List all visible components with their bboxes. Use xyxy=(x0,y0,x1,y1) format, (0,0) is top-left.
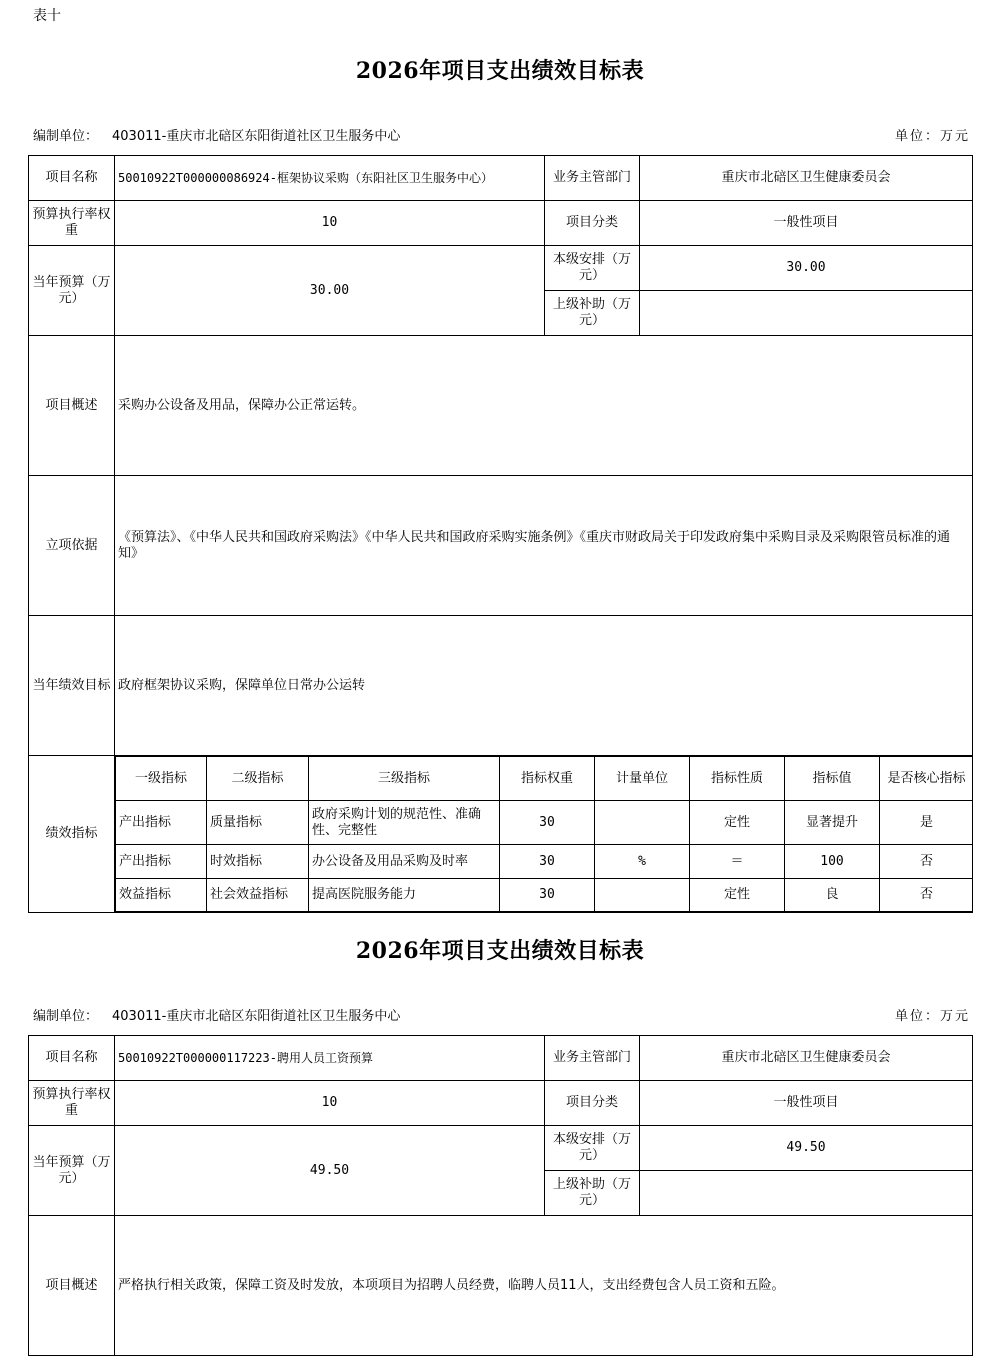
unit-name: 403011-重庆市北碚区东阳街道社区卫生服务中心 xyxy=(112,129,401,144)
category-value: 一般性项目 xyxy=(640,201,973,246)
unit-cell xyxy=(595,879,690,912)
level3-cell: 政府采购计划的规范性、准确性、完整性 xyxy=(309,801,500,845)
header-level2: 二级指标 xyxy=(207,757,309,801)
weight-cell: 30 xyxy=(500,845,595,879)
currency-label: 单位：万元 xyxy=(894,129,970,144)
level3-cell: 办公设备及用品采购及时率 xyxy=(309,845,500,879)
weight-value: 10 xyxy=(115,201,545,246)
core-cell: 否 xyxy=(880,845,973,879)
dept-label: 业务主管部门 xyxy=(545,156,640,201)
category-label: 项目分类 xyxy=(545,1081,640,1126)
unit-label: 编制单位： xyxy=(33,129,99,144)
basis-label: 立项依据 xyxy=(29,476,115,616)
header-level3: 三级指标 xyxy=(309,757,500,801)
value-cell: 良 xyxy=(785,879,880,912)
local-value: 49.50 xyxy=(640,1126,973,1171)
weight-label: 预算执行率权重 xyxy=(29,1081,115,1126)
indicator-header-row xyxy=(116,757,973,801)
project-name-value: 50010922T000000086924-框架协议采购（东阳社区卫生服务中心） xyxy=(115,156,545,201)
overview-value: 严格执行相关政策，保障工资及时发放，本项项目为招聘人员经费，临聘人员11人，支出经费包含人员工资和五险。 xyxy=(115,1216,973,1356)
upper-value xyxy=(640,1171,973,1216)
level2-cell: 社会效益指标 xyxy=(207,879,309,912)
budget-label: 当年预算（万元） xyxy=(29,246,115,336)
upper-label: 上级补助（万元） xyxy=(545,291,640,336)
budget-label: 当年预算（万元） xyxy=(29,1126,115,1216)
form-title: 2026年项目支出绩效目标表 xyxy=(355,938,645,964)
overview-label: 项目概述 xyxy=(29,336,115,476)
goal-label: 当年绩效目标 xyxy=(29,616,115,756)
budget-value: 49.50 xyxy=(115,1126,545,1216)
indicator-table xyxy=(115,756,973,912)
indicator-label: 绩效指标 xyxy=(29,756,115,913)
performance-table xyxy=(28,155,973,913)
level1-cell: 产出指标 xyxy=(116,845,207,879)
project-name-value: 50010922T000000117223-聘用人员工资预算 xyxy=(115,1036,545,1081)
local-label: 本级安排（万元） xyxy=(545,1126,640,1171)
level1-cell: 效益指标 xyxy=(116,879,207,912)
level2-cell: 质量指标 xyxy=(207,801,309,845)
upper-value xyxy=(640,291,973,336)
level3-cell: 提高医院服务能力 xyxy=(309,879,500,912)
unit-cell xyxy=(595,801,690,845)
project-name-label: 项目名称 xyxy=(29,156,115,201)
indicator-cell xyxy=(115,756,973,913)
overview-label: 项目概述 xyxy=(29,1216,115,1356)
core-cell: 是 xyxy=(880,801,973,845)
form-title: 2026年项目支出绩效目标表 xyxy=(355,58,645,84)
category-label: 项目分类 xyxy=(545,201,640,246)
basis-value: 《预算法》、《中华人民共和国政府采购法》《中华人民共和国政府采购实施条例》《重庆市财政局关于印发政府集中采购目录及采购限管员标准的通知》 xyxy=(115,476,973,616)
weight-cell: 30 xyxy=(500,879,595,912)
weight-value: 10 xyxy=(115,1081,545,1126)
table-row xyxy=(116,845,973,879)
local-value: 30.00 xyxy=(640,246,973,291)
nature-cell: 定性 xyxy=(690,801,785,845)
budget-value: 30.00 xyxy=(115,246,545,336)
unit-label: 编制单位： xyxy=(33,1009,99,1024)
dept-label: 业务主管部门 xyxy=(545,1036,640,1081)
header-level1: 一级指标 xyxy=(116,757,207,801)
weight-cell: 30 xyxy=(500,801,595,845)
weight-label: 预算执行率权重 xyxy=(29,201,115,246)
unit-name: 403011-重庆市北碚区东阳街道社区卫生服务中心 xyxy=(112,1009,401,1024)
project-name-label: 项目名称 xyxy=(29,1036,115,1081)
goal-value: 政府框架协议采购，保障单位日常办公运转 xyxy=(115,616,973,756)
category-value: 一般性项目 xyxy=(640,1081,973,1126)
header-value: 指标值 xyxy=(785,757,880,801)
level2-cell: 时效指标 xyxy=(207,845,309,879)
table-row xyxy=(116,801,973,845)
table-label: 表十 xyxy=(33,8,61,24)
header-weight: 指标权重 xyxy=(500,757,595,801)
core-cell: 否 xyxy=(880,879,973,912)
local-label: 本级安排（万元） xyxy=(545,246,640,291)
header-core: 是否核心指标 xyxy=(880,757,973,801)
dept-value: 重庆市北碚区卫生健康委员会 xyxy=(640,1036,973,1081)
unit-cell: % xyxy=(595,845,690,879)
value-cell: 显著提升 xyxy=(785,801,880,845)
overview-value: 采购办公设备及用品，保障办公正常运转。 xyxy=(115,336,973,476)
header-nature: 指标性质 xyxy=(690,757,785,801)
value-cell: 100 xyxy=(785,845,880,879)
nature-cell: 定性 xyxy=(690,879,785,912)
performance-table xyxy=(28,1035,973,1356)
upper-label: 上级补助（万元） xyxy=(545,1171,640,1216)
level1-cell: 产出指标 xyxy=(116,801,207,845)
header-unit: 计量单位 xyxy=(595,757,690,801)
dept-value: 重庆市北碚区卫生健康委员会 xyxy=(640,156,973,201)
currency-label: 单位：万元 xyxy=(894,1009,970,1024)
nature-cell: ＝ xyxy=(690,845,785,879)
table-row xyxy=(116,879,973,912)
